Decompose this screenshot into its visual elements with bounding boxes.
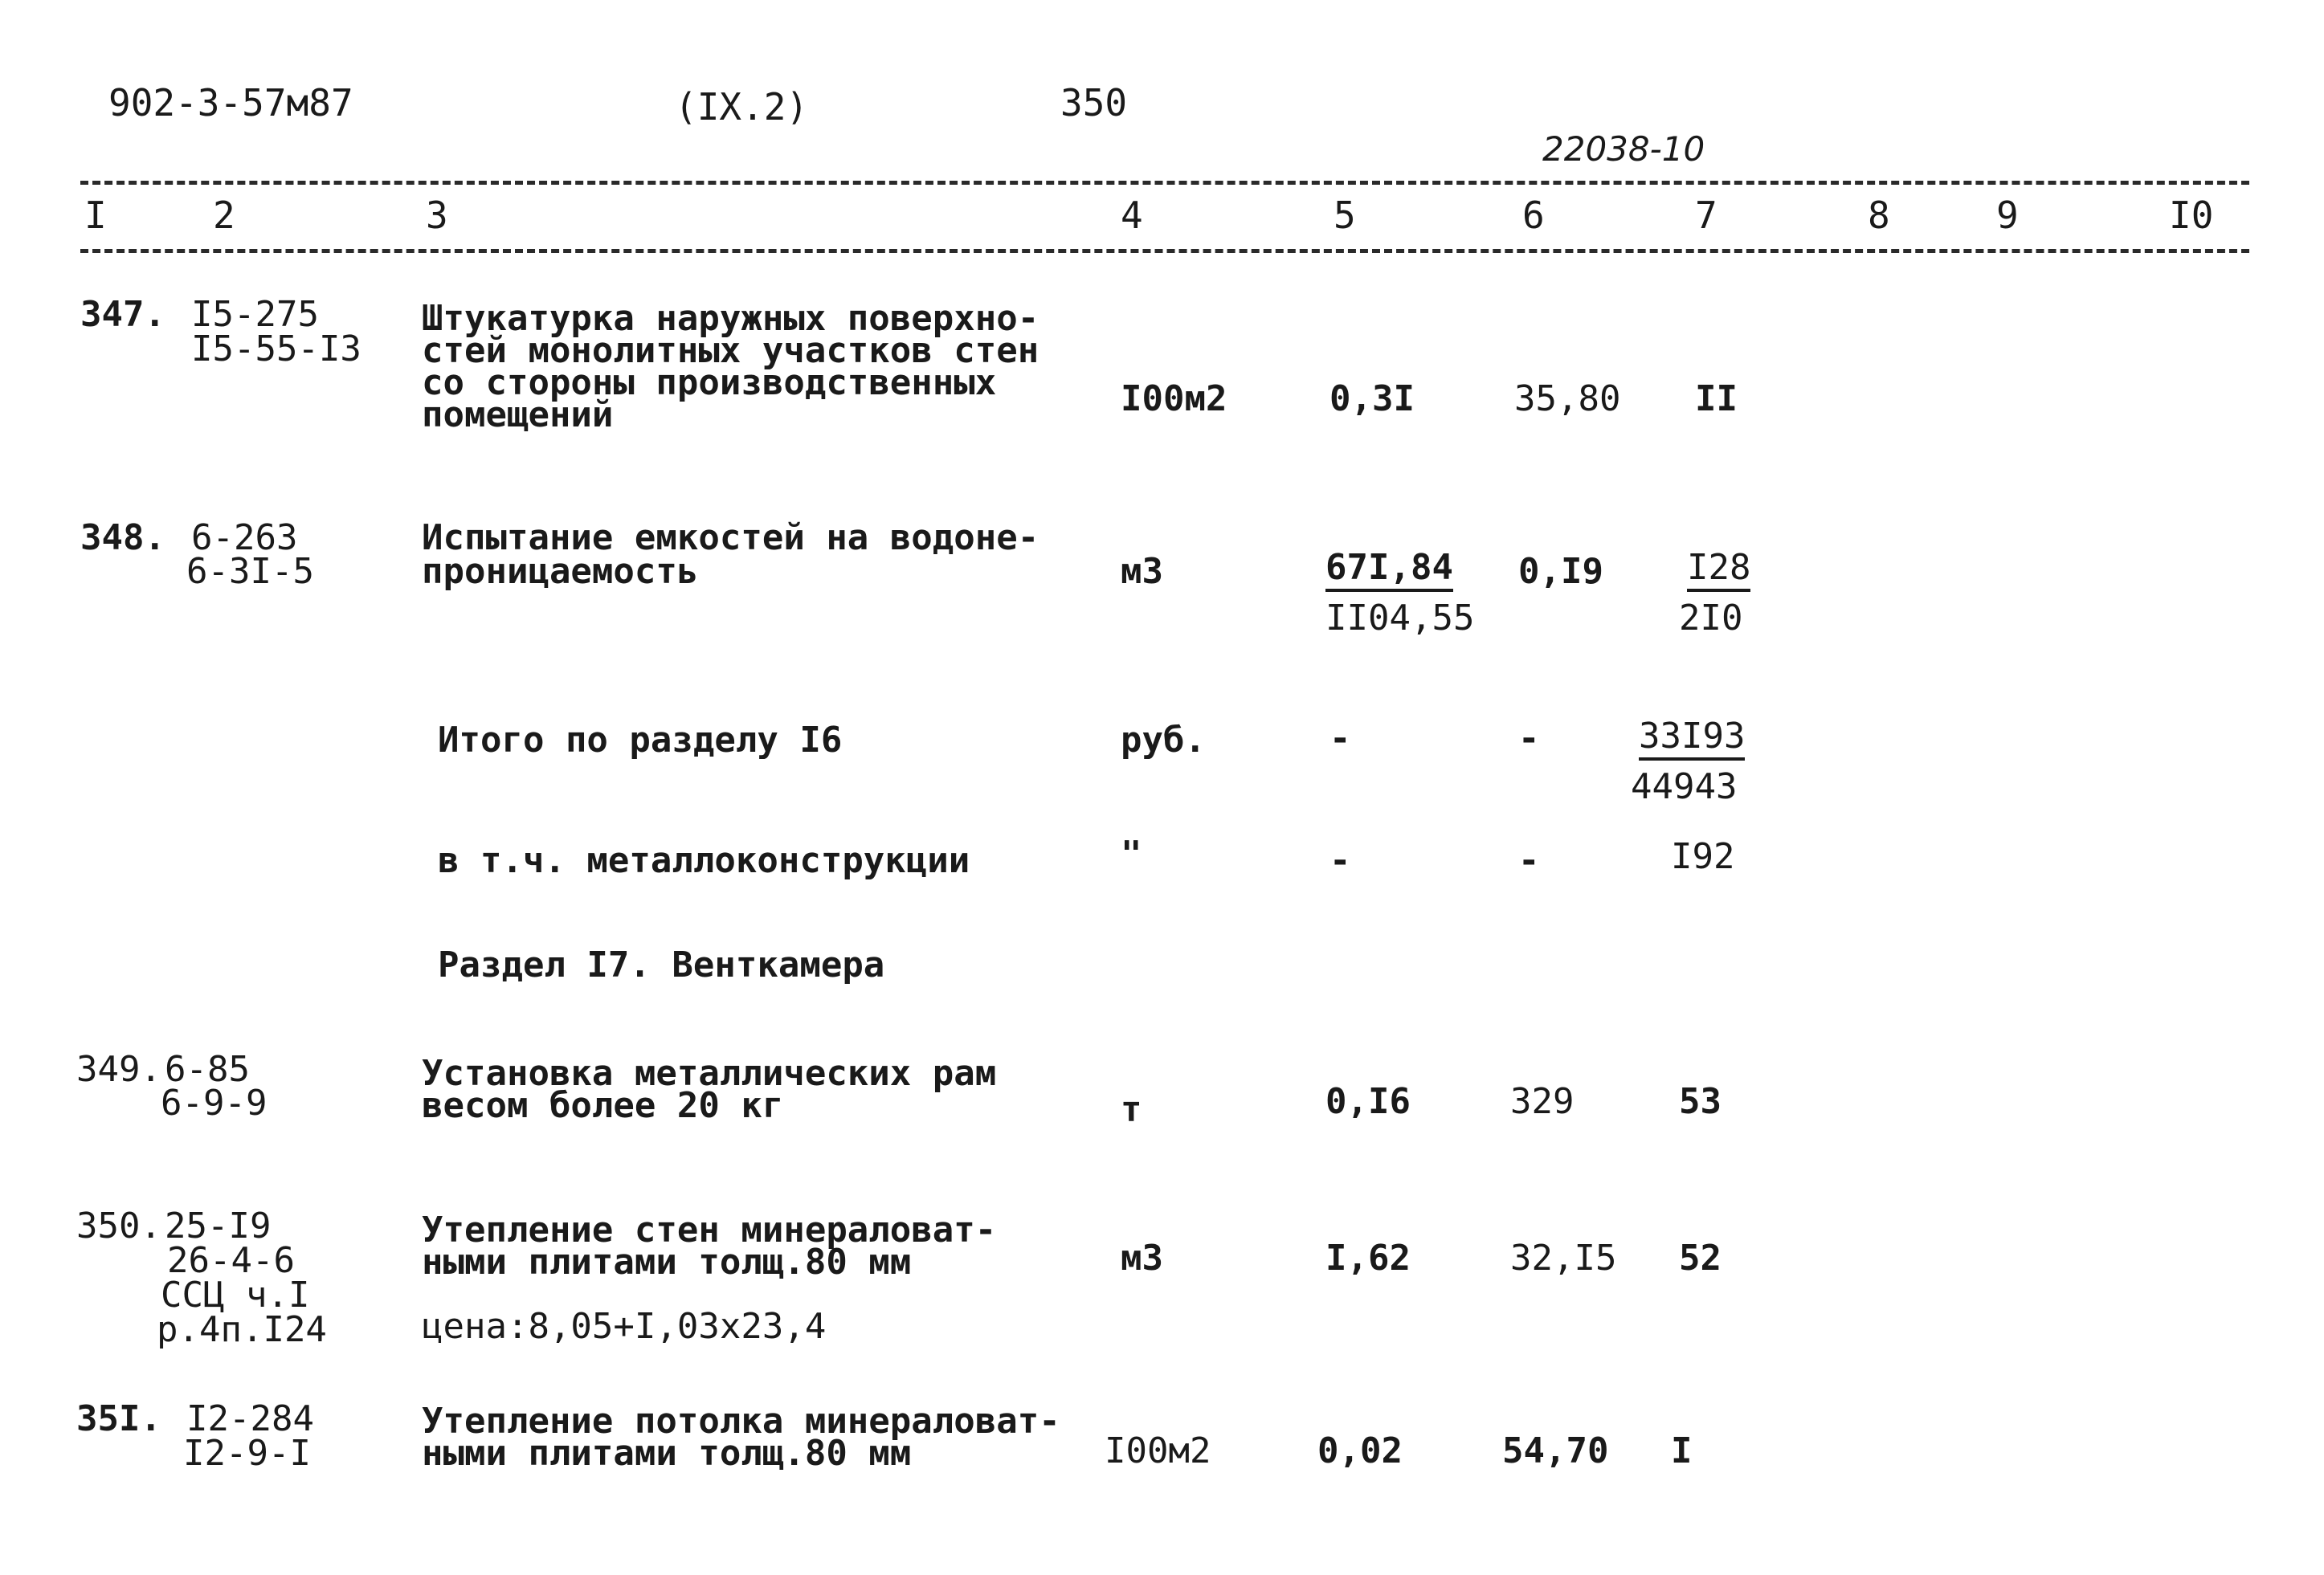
column-header-7: 7 [1695, 194, 1717, 237]
subtotal-label: в т.ч. металлоконструкции [438, 840, 970, 881]
description-line: Утепление потолка минераловат- [422, 1401, 1060, 1442]
doc-code: 902-3-57м87 [108, 81, 353, 124]
total: 53 [1679, 1081, 1722, 1122]
unit: I00м2 [1121, 378, 1227, 419]
norm-code: I5-55-I3 [191, 328, 361, 369]
column-header-5: 5 [1334, 194, 1356, 237]
column-header-3: 3 [426, 194, 448, 237]
total: 52 [1679, 1238, 1722, 1279]
norm-code: 6-263 [191, 517, 298, 558]
quantity: - [1329, 718, 1351, 759]
unit: м3 [1121, 551, 1163, 592]
header-top-rule [80, 181, 2249, 185]
row-number: 350. [76, 1206, 161, 1247]
unit: т [1121, 1089, 1142, 1130]
total: I92 [1671, 836, 1735, 877]
norm-code: I2-284 [186, 1398, 314, 1439]
column-header-4: 4 [1121, 194, 1143, 237]
description-line: проницаемость [422, 551, 699, 592]
total-denominator: 2I0 [1679, 598, 1743, 639]
quantity: 0,02 [1317, 1430, 1403, 1471]
section-heading: Раздел I7. Венткамера [438, 945, 885, 985]
quantity-numerator: 67I,84 [1325, 550, 1453, 592]
norm-code: 26-4-6 [167, 1240, 295, 1281]
total-numerator: I28 [1687, 550, 1750, 592]
norm-code: 6-85 [165, 1049, 250, 1090]
description-line: помещений [422, 394, 614, 435]
total-label: Итого по разделу I6 [438, 720, 843, 761]
unit: м3 [1121, 1238, 1163, 1279]
description-line: ными плитами толщ.80 мм [422, 1242, 912, 1283]
row-number: 348. [80, 517, 165, 558]
total-numerator: 33I93 [1639, 719, 1745, 761]
unit-price: - [1518, 718, 1540, 759]
unit-price: 35,80 [1514, 378, 1621, 419]
quantity: 0,I6 [1325, 1081, 1411, 1122]
norm-code: 25-I9 [165, 1206, 272, 1247]
description-line: со стороны производственных [422, 362, 997, 403]
total: II [1695, 378, 1738, 419]
norm-code: 6-9-9 [161, 1083, 268, 1124]
description-line: Утепление стен минераловат- [422, 1210, 997, 1251]
row-number: 349. [76, 1049, 161, 1090]
description-line: Установка металлических рам [422, 1053, 997, 1094]
description-line: ными плитами толщ.80 мм [422, 1433, 912, 1474]
quantity: 0,3I [1329, 378, 1415, 419]
description-line: стей монолитных участков стен [422, 330, 1039, 371]
row-number: 347. [80, 294, 165, 335]
unit: I00м2 [1105, 1430, 1211, 1471]
quantity: I,62 [1325, 1238, 1411, 1279]
unit-price: 0,I9 [1518, 551, 1603, 592]
price-note: цена:8,05+I,03х23,4 [422, 1306, 827, 1347]
column-header-1: I [84, 194, 107, 237]
description-line: Штукатурка наружных поверхно- [422, 298, 1039, 339]
unit-ditto: " [1121, 834, 1142, 875]
column-header-2: 2 [213, 194, 235, 237]
description-line: Испытание емкостей на водоне- [422, 517, 1039, 558]
unit-price: 32,I5 [1510, 1238, 1617, 1279]
column-header-6: 6 [1522, 194, 1545, 237]
row-number: 35I. [76, 1398, 161, 1439]
column-header-8: 8 [1868, 194, 1890, 237]
total: I [1671, 1430, 1693, 1471]
norm-code: I5-275 [191, 294, 319, 335]
page-number: 350 [1060, 81, 1128, 124]
column-header-9: 9 [1996, 194, 2019, 237]
norm-code: р.4п.I24 [157, 1309, 327, 1350]
section-code: (IX.2) [675, 85, 809, 129]
column-header-10: I0 [2169, 194, 2214, 237]
norm-code: ССЦ ч.I [161, 1275, 310, 1316]
norm-code: 6-3I-5 [186, 551, 314, 592]
header-bottom-rule [80, 249, 2249, 253]
unit-price: - [1518, 840, 1540, 881]
total-denominator: 44943 [1631, 766, 1738, 807]
archive-stamp: 22038-10 [1542, 129, 1705, 169]
norm-code: I2-9-I [183, 1433, 311, 1474]
unit-price: 329 [1510, 1081, 1575, 1122]
description-line: весом более 20 кг [422, 1085, 784, 1126]
unit: руб. [1121, 720, 1206, 761]
quantity: - [1329, 840, 1351, 881]
unit-price: 54,70 [1502, 1430, 1609, 1471]
quantity-denominator: II04,55 [1325, 598, 1475, 639]
